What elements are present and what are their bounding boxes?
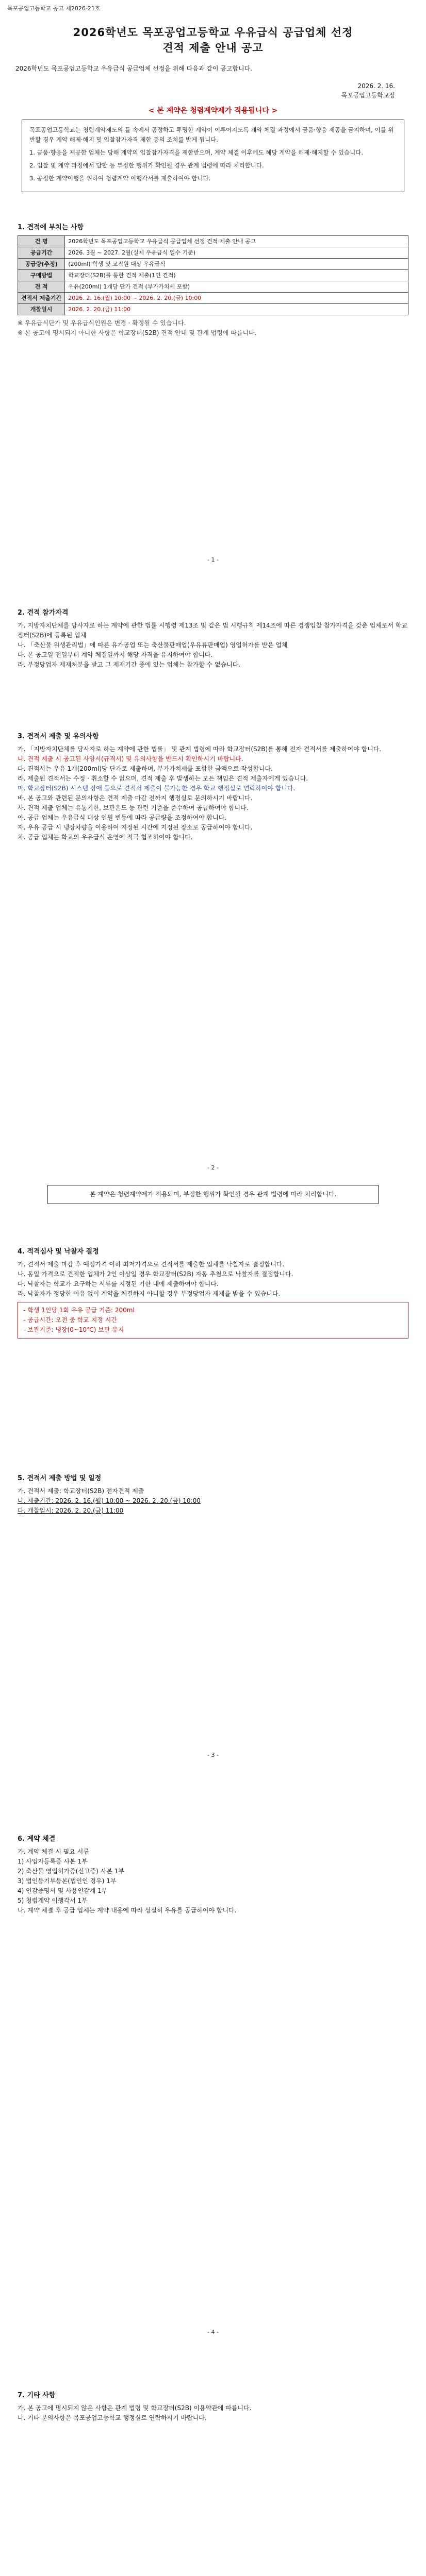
table-row: 공급량(추정) (200ml) 학생 및 교직원 대상 우유급식 — [18, 259, 408, 270]
document-title — [0, 25, 426, 56]
notice-paragraph: 1. 금품·향응을 제공한 업체는 당해 계약의 입찰참가자격을 제한받으며, 계약 체결 이후에도 해당 계약을 해제·해지할 수 있습니다. — [29, 149, 363, 156]
table-row: 개찰일시 2026. 2. 20.(금) 11:00 — [18, 304, 408, 315]
note: ※ 우유급식단가 및 우유급식인원은 변경 · 확정될 수 있습니다. — [18, 319, 186, 327]
paragraph: 가. 본 공고에 명시되지 않은 사항은 관계 법령 및 학교장터(S2B) 이용약관에 따릅니다. — [18, 2404, 252, 2412]
section-title: 2. 견적 참가자격 — [18, 609, 69, 617]
paragraph: 다. 본 공고일 전일부터 계약 체결일까지 해당 자격을 유지하여야 합니다. — [18, 651, 213, 658]
paragraph: 다. 개찰일시: 2026. 2. 20.(금) 11:00 — [18, 1507, 124, 1514]
section-title: 3. 견적서 제출 및 유의사항 — [18, 733, 99, 740]
notice-paragraph: 2. 입찰 및 계약 과정에서 담합 등 부정한 행위가 확인될 경우 관계 법령에 따라 처리합니다. — [29, 162, 264, 169]
announcement-date: 2026. 2. 16. — [357, 82, 395, 90]
paragraph: 가. 계약 체결 시 필요 서류 — [18, 1848, 89, 1855]
notice-paragraph: 목포공업고등학교는 청렴계약제도의 틀 속에서 공정하고 투명한 계약이 이루어지도록 계약 체결 과정에서 금품·향응 제공을 금지하며, 이를 위반할 경우 계약 해제·해지 및 입찰참가자격 제한 등의 조치를 받게 됩니다. — [29, 126, 394, 143]
date-org — [341, 81, 395, 100]
paragraph: 가. 「지방자치단체를 당사자로 하는 계약에 관한 법률」 및 관계 법령에 따라 학교장터(S2B)를 통해 전자 견적서를 제출하여야 합니다. — [18, 745, 382, 753]
paragraph: 3) 법인등기부등본(법인인 경우) 1부 — [18, 1877, 117, 1885]
supply-standard-box — [18, 1302, 408, 1338]
title-line-1: 2026학년도 목포공업고등학교 우유급식 공급업체 선정 — [73, 26, 353, 39]
school-name: 목포공업고등학교장 — [341, 92, 395, 99]
section-title: 5. 견적서 제출 방법 및 일정 — [18, 1475, 102, 1482]
section-4 — [18, 1247, 408, 1342]
paragraph: 4) 인감증명서 및 사용인감계 1부 — [18, 1887, 108, 1894]
paragraph: 라. 제출된 견적서는 수정 · 취소할 수 없으며, 견적 제출 후 발생하는 모든 책임은 견적 제출자에게 있습니다. — [18, 775, 308, 782]
table-row: 견 적 우유(200ml) 1개당 단가 견적 (부가가치세 포함) — [18, 281, 408, 293]
paragraph: 나. 견적 제출 시 공고된 사양서(규격서) 및 유의사항을 반드시 확인하시기 바랍니다. — [18, 755, 243, 762]
paragraph: 1) 사업자등록증 사본 1부 — [18, 1858, 88, 1865]
paragraph: 나. 계약 체결 후 공급 업체는 계약 내용에 따라 성실히 우유를 공급하여야 합니다. — [18, 1907, 237, 1914]
paragraph: 다. 낙찰자는 학교가 요구하는 서류를 지정된 기한 내에 제출하여야 합니다. — [18, 1280, 219, 1287]
paragraph: 가. 지방자치단체를 당사자로 하는 계약에 관한 법률 시행령 제13조 및 같은 법 시행규칙 제14조에 따른 경쟁입찰 참가자격을 갖춘 업체로서 학교장터(S2B)에 등록된 업체 — [18, 622, 407, 639]
paragraph: 바. 본 공고와 관련된 문의사항은 견적 제출 마감 전까지 행정실로 문의하시기 바랍니다. — [18, 794, 253, 802]
paragraph: 나. 「축산물 위생관리법」에 따른 유가공업 또는 축산물판매업(우유류판매업) 영업허가를 받은 업체 — [18, 641, 288, 649]
page-number: - 3 - — [207, 1752, 219, 1758]
paragraph: 나. 동일 가격으로 견적한 업체가 2인 이상일 경우 학교장터(S2B) 자동 추첨으로 낙찰자를 결정합니다. — [18, 1270, 293, 1278]
paragraph: 아. 공급 업체는 우유급식 대상 인원 변동에 따라 공급량을 조정하여야 합니다. — [18, 814, 227, 821]
notice-paragraph: 3. 공정한 계약이행을 위하여 청렴계약 이행각서를 제출하여야 합니다. — [29, 175, 211, 182]
integrity-notice-heading: < 본 계약은 청렴계약제가 적용됩니다 > — [148, 107, 278, 115]
page-number: - 4 - — [207, 2329, 219, 2335]
box-line: - 학생 1인당 1회 우유 공급 기준: 200ml — [23, 1307, 135, 1314]
paragraph: 다. 견적서는 우유 1개(200ml)당 단가로 제출하며, 부가가치세를 포함한 금액으로 작성합니다. — [18, 765, 273, 772]
note: ※ 본 공고에 명시되지 아니한 사항은 학교장터(S2B) 견적 안내 및 관계 법령에 따릅니다. — [18, 329, 257, 336]
paragraph: 차. 공급 업체는 학교의 우유급식 운영에 적극 협조하여야 합니다. — [18, 834, 193, 841]
box-line: - 공급시간: 오전 중 학교 지정 시간 — [23, 1316, 117, 1324]
paragraph: 나. 제출기간: 2026. 2. 16.(월) 10:00 ~ 2026. 2. 20.(금) 10:00 — [18, 1497, 201, 1504]
paragraph: 자. 우유 공급 시 냉장차량을 이용하여 지정된 시간에 지정된 장소로 공급하여야 합니다. — [18, 824, 253, 831]
paragraph: 라. 낙찰자가 정당한 이유 없이 계약을 체결하지 아니할 경우 부정당업자 제재를 받을 수 있습니다. — [18, 1290, 281, 1297]
section-5 — [18, 1473, 408, 1516]
table-row: 건 명 2026학년도 목포공업고등학교 우유급식 공급업체 선정 견적 제출 안내 공고 — [18, 236, 408, 247]
section-title: 6. 계약 체결 — [18, 1835, 56, 1843]
title-line-2: 견적 제출 안내 공고 — [162, 42, 264, 54]
section-6 — [18, 1834, 408, 1916]
table-row: 공급기간 2026. 3월 ~ 2027. 2월(실제 우유급식 일수 기준) — [18, 247, 408, 259]
paragraph: 2) 축산물 영업허가증(신고증) 사본 1부 — [18, 1868, 124, 1875]
page-number: - 2 - — [207, 1164, 219, 1171]
bid-info-table — [18, 235, 408, 315]
section-3 — [18, 732, 408, 842]
section-title: 1. 견적에 부치는 사항 — [18, 224, 84, 231]
section-title: 4. 적격심사 및 낙찰자 결정 — [18, 1248, 99, 1256]
section-1 — [18, 223, 408, 338]
paragraph: 나. 기타 문의사항은 목포공업고등학교 행정실로 연락하시기 바랍니다. — [18, 2414, 207, 2421]
paragraph: 라. 부정당업자 제재처분을 받고 그 제재기간 중에 있는 업체는 참가할 수 없습니다. — [18, 661, 241, 668]
paragraph: 가. 견적서 제출: 학교장터(S2B) 전자견적 제출 — [18, 1487, 144, 1495]
page-number: - 1 - — [207, 556, 219, 563]
integrity-notice-box — [22, 120, 404, 192]
document-number: 목포공업고등학교 공고 제2026-21호 — [7, 5, 101, 12]
paragraph: 마. 학교장터(S2B) 시스템 장애 등으로 견적서 제출이 불가능한 경우 학교 행정실로 연락하여야 합니다. — [18, 785, 296, 792]
integrity-highlight-box: 본 계약은 청렴계약제가 적용되며, 부정한 행위가 확인될 경우 관계 법령에 따라 처리합니다. — [47, 1185, 379, 1204]
section-7 — [18, 2391, 408, 2423]
paragraph: 5) 청렴계약 이행각서 1부 — [18, 1897, 88, 1904]
table-row: 구매방법 학교장터(S2B)를 통한 견적 제출(1인 견적) — [18, 270, 408, 281]
intro-text: 2026학년도 목포공업고등학교 우유급식 공급업체 선정을 위해 다음과 같이 공고합니다. — [15, 65, 253, 72]
table-row: 견적서 제출기간 2026. 2. 16.(월) 10:00 ~ 2026. 2. 20.(금) 10:00 — [18, 293, 408, 304]
paragraph: 가. 견적서 제출 마감 후 예정가격 이하 최저가격으로 견적서를 제출한 업체를 낙찰자로 결정합니다. — [18, 1261, 285, 1268]
paragraph: 사. 견적 제출 업체는 유통기한, 보관온도 등 관련 기준을 준수하여 공급하여야 합니다. — [18, 804, 249, 811]
section-2 — [18, 608, 408, 670]
box-line: - 보관기준: 냉장(0~10℃) 보관 유지 — [23, 1326, 124, 1333]
section-title: 7. 기타 사항 — [18, 2392, 56, 2399]
